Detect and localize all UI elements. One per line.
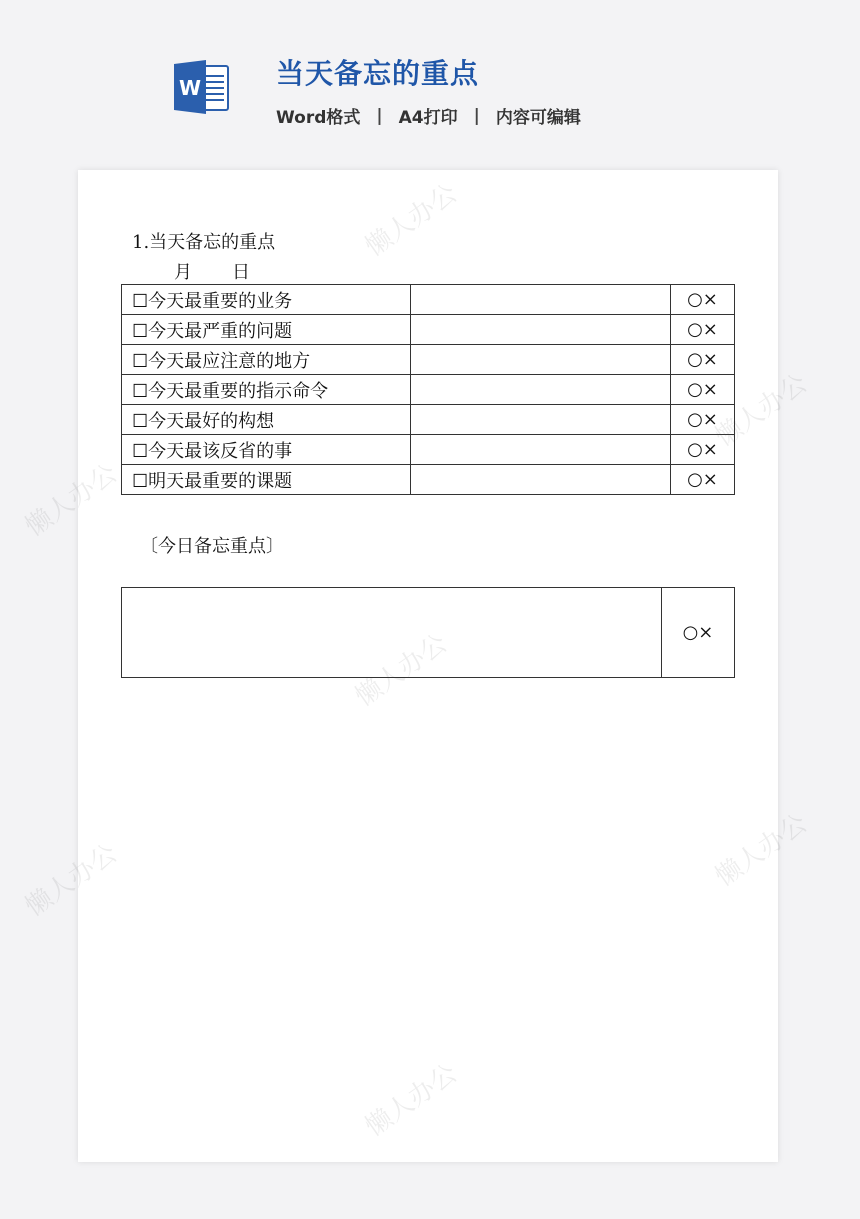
meta-print: A4打印 (398, 108, 458, 128)
section-title: 1.当天备忘的重点 (132, 232, 276, 253)
watermark: 懒人办公 (710, 368, 813, 453)
row-label: ☐今天最重要的业务 (122, 285, 411, 315)
watermark: 懒人办公 (360, 1058, 463, 1143)
table-row (122, 405, 735, 435)
doc-meta (276, 103, 581, 128)
watermark: 懒人办公 (360, 178, 463, 263)
row-notes-cell (410, 345, 670, 375)
table-row (122, 375, 735, 405)
word-icon (174, 60, 230, 114)
today-memo-box (121, 587, 735, 678)
table-row (122, 315, 735, 345)
row-label: ☐今天最应注意的地方 (122, 345, 411, 375)
word-icon-letter: W (178, 76, 202, 100)
watermark: 懒人办公 (20, 458, 123, 543)
table-row (122, 435, 735, 465)
row-mark: ○× (670, 375, 734, 405)
row-notes-cell (410, 315, 670, 345)
today-notes-area (122, 588, 662, 677)
meta-format: Word格式 (276, 108, 361, 128)
table-row (122, 285, 735, 315)
row-label: ☐今天最好的构想 (122, 405, 411, 435)
row-label: ☐明天最重要的课题 (122, 465, 411, 495)
today-mark: ○× (682, 622, 714, 643)
date-line (174, 258, 250, 284)
memo-table (121, 284, 735, 495)
date-month: 月 (174, 262, 192, 283)
page-title: 当天备忘的重点 (276, 57, 480, 90)
meta-editable: 内容可编辑 (495, 108, 581, 128)
row-notes-cell (410, 435, 670, 465)
row-notes-cell (410, 285, 670, 315)
row-mark: ○× (670, 315, 734, 345)
row-label: ☐今天最重要的指示命令 (122, 375, 411, 405)
row-notes-cell (410, 465, 670, 495)
row-mark: ○× (670, 435, 734, 465)
row-mark: ○× (670, 405, 734, 435)
row-label: ☐今天最严重的问题 (122, 315, 411, 345)
today-heading: 〔今日备忘重点〕 (140, 536, 284, 557)
table-row (122, 465, 735, 495)
row-notes-cell (410, 375, 670, 405)
table-row (122, 345, 735, 375)
watermark: 懒人办公 (710, 808, 813, 893)
row-mark: ○× (670, 465, 734, 495)
row-notes-cell (410, 405, 670, 435)
header (0, 0, 860, 160)
date-day: 日 (232, 262, 250, 283)
watermark: 懒人办公 (350, 628, 453, 713)
row-mark: ○× (670, 285, 734, 315)
meta-separator: | (473, 105, 480, 126)
row-label: ☐今天最该反省的事 (122, 435, 411, 465)
row-mark: ○× (670, 345, 734, 375)
meta-separator: | (376, 105, 383, 126)
watermark: 懒人办公 (20, 838, 123, 923)
